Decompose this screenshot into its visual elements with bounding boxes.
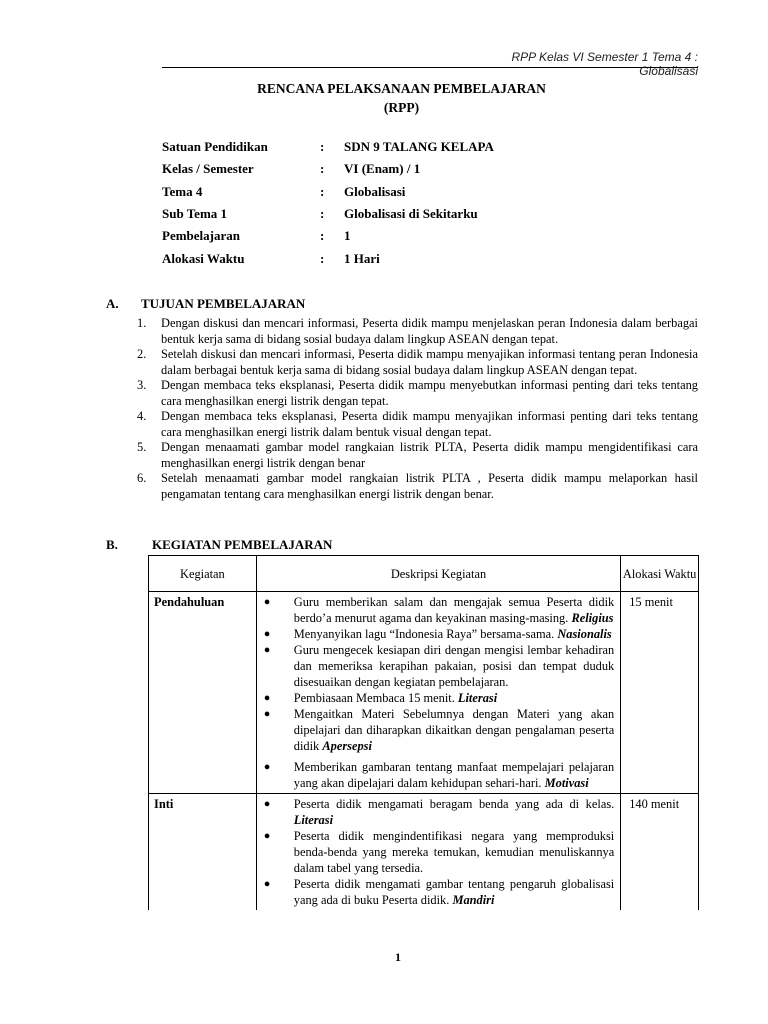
list-text: Setelah diskusi dan mencari informasi, Peserta didik mampu menyajikan informasi tentang peran Indonesia dalam berbagai bentuk kerja sama di bidang sosial budaya dalam lingkup ASEAN dengan tepat. [161, 347, 698, 377]
identity-value: 1 Hari [344, 251, 380, 266]
activity-text: Peserta didik mengamati beragam benda yang ada di kelas. [293, 797, 615, 811]
list-item [257, 594, 614, 626]
activity-text: Guru memberikan salam dan mengajak semua Peserta didik berdo’a menurut agama dan keyakinan masing-masing. [293, 595, 615, 625]
activities-table [148, 555, 699, 910]
table-header-row [149, 556, 699, 592]
section-letter: B. [106, 537, 118, 552]
bullet-icon: ● [263, 830, 271, 842]
list-text: Dengan membaca teks eksplanasi, Peserta didik mampu menyebutkan informasi penting dari teks tentang cara menghasilkan energi listrik dengan tepat. [161, 378, 698, 408]
character-tag: Literasi [457, 691, 498, 705]
phase-pendahuluan: Pendahuluan [149, 592, 257, 794]
list-item [137, 440, 698, 471]
list-text: Dengan membaca teks eksplanasi, Peserta didik mampu menyajikan informasi penting dari teks tentang cara menghasilkan energi listrik dalam bentuk visual dengan tepat. [161, 409, 698, 439]
list-item [137, 347, 698, 378]
bullet-icon: ● [263, 644, 271, 656]
character-tag: Apersepsi [322, 739, 372, 753]
list-item [257, 796, 614, 828]
list-number: 1. [137, 316, 147, 330]
character-tag: Nasionalis [557, 627, 612, 641]
identity-label: Kelas / Semester [162, 161, 254, 176]
list-item [257, 759, 614, 791]
identity-value: SDN 9 TALANG KELAPA [344, 139, 494, 154]
character-tag: Motivasi [544, 776, 589, 790]
list-item [257, 642, 614, 690]
running-header: RPP Kelas VI Semester 1 Tema 4 : Globalisasi [511, 50, 698, 78]
identity-colon: : [320, 251, 325, 266]
identity-value: 1 [344, 228, 351, 243]
identity-value: VI (Enam) / 1 [344, 161, 421, 176]
identity-value: Globalisasi [344, 184, 406, 199]
list-item [257, 626, 614, 642]
activity-text: Peserta didik mengindentifikasi negara yang memproduksi benda-benda yang mereka temukan, kemudian menuliskannya dalam tabel yang tersedia. [293, 829, 615, 875]
activity-text: Peserta didik mengamati gambar tentang pengaruh globalisasi yang ada di buku Peserta didik. [293, 877, 615, 907]
character-tag: Mandiri [452, 893, 495, 907]
section-title: TUJUAN PEMBELAJARAN [141, 296, 306, 311]
identity-label: Satuan Pendidikan [162, 139, 268, 154]
list-number: 6. [137, 471, 147, 485]
table-row [149, 794, 699, 911]
bullet-icon: ● [263, 596, 271, 608]
section-title: KEGIATAN PEMBELAJARAN [152, 537, 333, 552]
column-header-deskripsi: Deskripsi Kegiatan [256, 556, 620, 592]
bullet-icon: ● [263, 708, 271, 720]
description-cell [256, 592, 620, 794]
list-text: Dengan diskusi dan mencari informasi, Peserta didik mampu menjelaskan peran Indonesia dalam berbagai bentuk kerja sama di bidang sosial budaya dalam lingkup ASEAN dengan tepat. [161, 316, 698, 346]
list-number: 5. [137, 440, 147, 454]
activity-text: Memberikan gambaran tentang manfaat mempelajari pelajaran yang akan dipelajari dalam kehidupan sehari-hari. [293, 760, 615, 790]
activity-text: Pembiasaan Membaca 15 menit. [293, 691, 455, 705]
list-number: 4. [137, 409, 147, 423]
identity-value: Globalisasi di Sekitarku [344, 206, 478, 221]
list-text: Setelah menaamati gambar model rangkaian listrik PLTA , Peserta didik mampu melaporkan hasil pengamatan tentang cara menghasilkan energi listrik dengan benar. [161, 471, 698, 501]
list-item [257, 690, 614, 706]
identity-label: Sub Tema 1 [162, 206, 228, 221]
identity-colon: : [320, 184, 325, 199]
page-number: 1 [395, 950, 401, 964]
header-rule [162, 67, 698, 68]
list-number: 3. [137, 378, 147, 392]
table-row [149, 592, 699, 794]
bullet-icon: ● [263, 628, 271, 640]
column-header-kegiatan: Kegiatan [149, 556, 257, 592]
bullet-icon: ● [263, 692, 271, 704]
activity-text: Guru mengecek kesiapan diri dengan mengisi lembar kehadiran dan memeriksa kerapihan pakaian, posisi dan tempat duduk disesuaikan dengan kegiatan pembelajaran. [293, 643, 615, 689]
identity-colon: : [320, 161, 325, 176]
identity-label: Pembelajaran [162, 228, 240, 243]
bullet-icon: ● [263, 761, 271, 773]
section-letter: A. [106, 296, 119, 311]
list-number: 2. [137, 347, 147, 361]
list-item [257, 828, 614, 876]
document-title: RENCANA PELAKSANAAN PEMBELAJARAN [257, 81, 546, 96]
character-tag: Literasi [293, 813, 334, 827]
list-text: Dengan menaamati gambar model rangkaian listrik PLTA, Peserta didik mampu mengidentifikasi cara menghasilkan energi listrik dengan benar [161, 440, 698, 470]
activity-text: Mengaitkan Materi Sebelumnya dengan Materi yang akan dipelajari dan diharapkan dikaitkan dengan pengalaman peserta didik [293, 707, 615, 753]
bullet-icon: ● [263, 798, 271, 810]
identity-colon: : [320, 206, 325, 221]
identity-colon: : [320, 139, 325, 154]
objectives-list [137, 316, 698, 502]
character-tag: Religius [571, 611, 614, 625]
list-item [257, 706, 614, 754]
list-item [137, 378, 698, 409]
column-header-alokasi: Alokasi Waktu [621, 556, 699, 592]
document-subtitle: (RPP) [383, 100, 420, 115]
activity-text: Menyanyikan lagu “Indonesia Raya” bersama-sama. [293, 627, 555, 641]
identity-colon: : [320, 228, 325, 243]
phase-inti: Inti [149, 794, 257, 911]
description-cell [256, 794, 620, 911]
identity-label: Alokasi Waktu [162, 251, 245, 266]
identity-label: Tema 4 [162, 184, 203, 199]
time-allocation: 15 menit [621, 592, 699, 794]
list-item [137, 471, 698, 502]
list-item [257, 876, 614, 908]
bullet-icon: ● [263, 878, 271, 890]
time-allocation: 140 menit [621, 794, 699, 911]
list-item [137, 409, 698, 440]
list-item [137, 316, 698, 347]
